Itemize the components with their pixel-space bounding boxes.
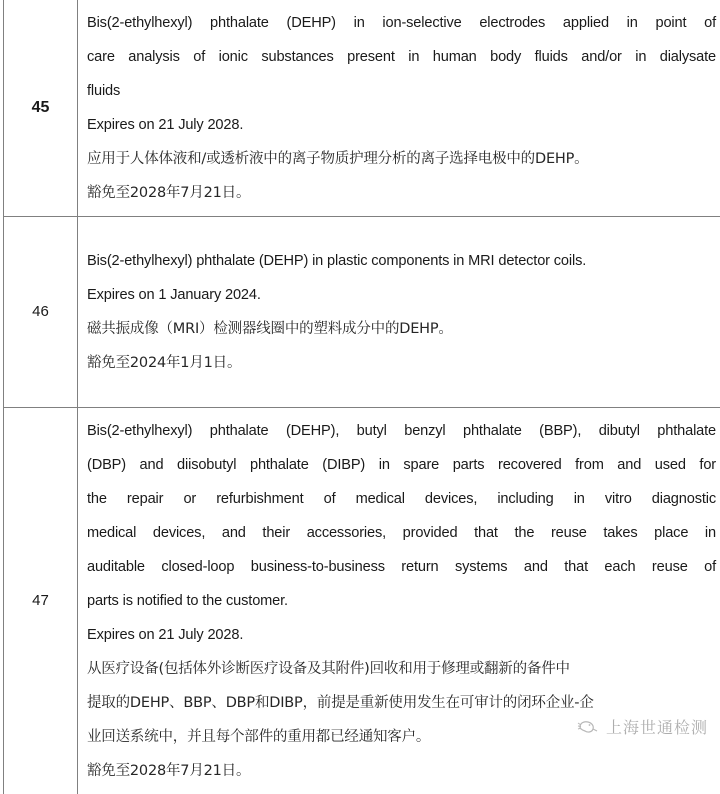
cell-inner-46 bbox=[78, 238, 720, 386]
expiry-text-chinese: 豁免至2024年1月1日。 bbox=[87, 346, 716, 380]
exemption-text-chinese: 从医疗设备(包括体外诊断医疗设备及其附件)回收和用于修理或翻新的备件中 bbox=[87, 652, 716, 686]
exemption-text-line: auditable closed-loop business-to-business return systems and that each reuse of bbox=[87, 550, 716, 584]
exemption-text-line: the repair or refurbishment of medical devices, including in vitro diagnostic bbox=[87, 482, 716, 516]
exemption-text-line: parts is notified to the customer. bbox=[87, 584, 716, 618]
table-body bbox=[4, 0, 720, 794]
table-row bbox=[4, 217, 720, 408]
row-number-45: 45 bbox=[4, 99, 77, 117]
exemption-text-line: medical devices, and their accessories, provided that the reuse takes place in bbox=[87, 516, 716, 550]
row-number-46: 46 bbox=[4, 304, 77, 321]
exemption-text-chinese: 磁共振成像（MRI）检测器线圈中的塑料成分中的DEHP。 bbox=[87, 312, 716, 346]
row-number-cell-45 bbox=[4, 0, 78, 217]
exemption-text-line: Bis(2-ethylhexyl) phthalate (DEHP) in plastic components in MRI detector coils. bbox=[87, 244, 716, 278]
cell-inner-47 bbox=[78, 408, 720, 794]
exemption-text-line: fluids bbox=[87, 74, 716, 108]
row-content-cell-46 bbox=[78, 217, 720, 408]
exemption-text-line: Bis(2-ethylhexyl) phthalate (DEHP) in ion-selective electrodes applied in point of bbox=[87, 6, 716, 40]
expiry-text: Expires on 21 July 2028. bbox=[87, 108, 716, 142]
row-number-cell-46 bbox=[4, 217, 78, 408]
expiry-text: Expires on 1 January 2024. bbox=[87, 278, 716, 312]
row-number-47: 47 bbox=[4, 593, 77, 610]
cell-inner-45 bbox=[78, 0, 720, 216]
expiry-text: Expires on 21 July 2028. bbox=[87, 618, 716, 652]
row-content-cell-47 bbox=[78, 408, 720, 794]
expiry-text-chinese: 豁免至2028年7月21日。 bbox=[87, 176, 716, 210]
exemption-text-line: care analysis of ionic substances present in human body fluids and/or in dialysate bbox=[87, 40, 716, 74]
exemption-text-line: Bis(2-ethylhexyl) phthalate (DEHP), butyl benzyl phthalate (BBP), dibutyl phthalate bbox=[87, 414, 716, 448]
exemption-table bbox=[3, 0, 720, 794]
expiry-text-chinese: 豁免至2028年7月21日。 bbox=[87, 754, 716, 788]
table-row bbox=[4, 408, 720, 794]
table-row bbox=[4, 0, 720, 217]
row-content-cell-45 bbox=[78, 0, 720, 217]
watermark-text: 上海世通检测 bbox=[606, 715, 708, 738]
exemption-text-chinese: 业回送系统中，并且每个部件的重用都已经通知客户。 bbox=[87, 720, 716, 754]
row-number-cell-47 bbox=[4, 408, 78, 794]
exemption-text-line: (DBP) and diisobutyl phthalate (DIBP) in spare parts recovered from and used for bbox=[87, 448, 716, 482]
exemption-text-chinese: 应用于人体体液和/或透析液中的离子物质护理分析的离子选择电极中的DEHP。 bbox=[87, 142, 716, 176]
exemption-text-chinese: 提取的DEHP、BBP、DBP和DIBP，前提是重新使用发生在可审计的闭环企业-企 bbox=[87, 686, 716, 720]
